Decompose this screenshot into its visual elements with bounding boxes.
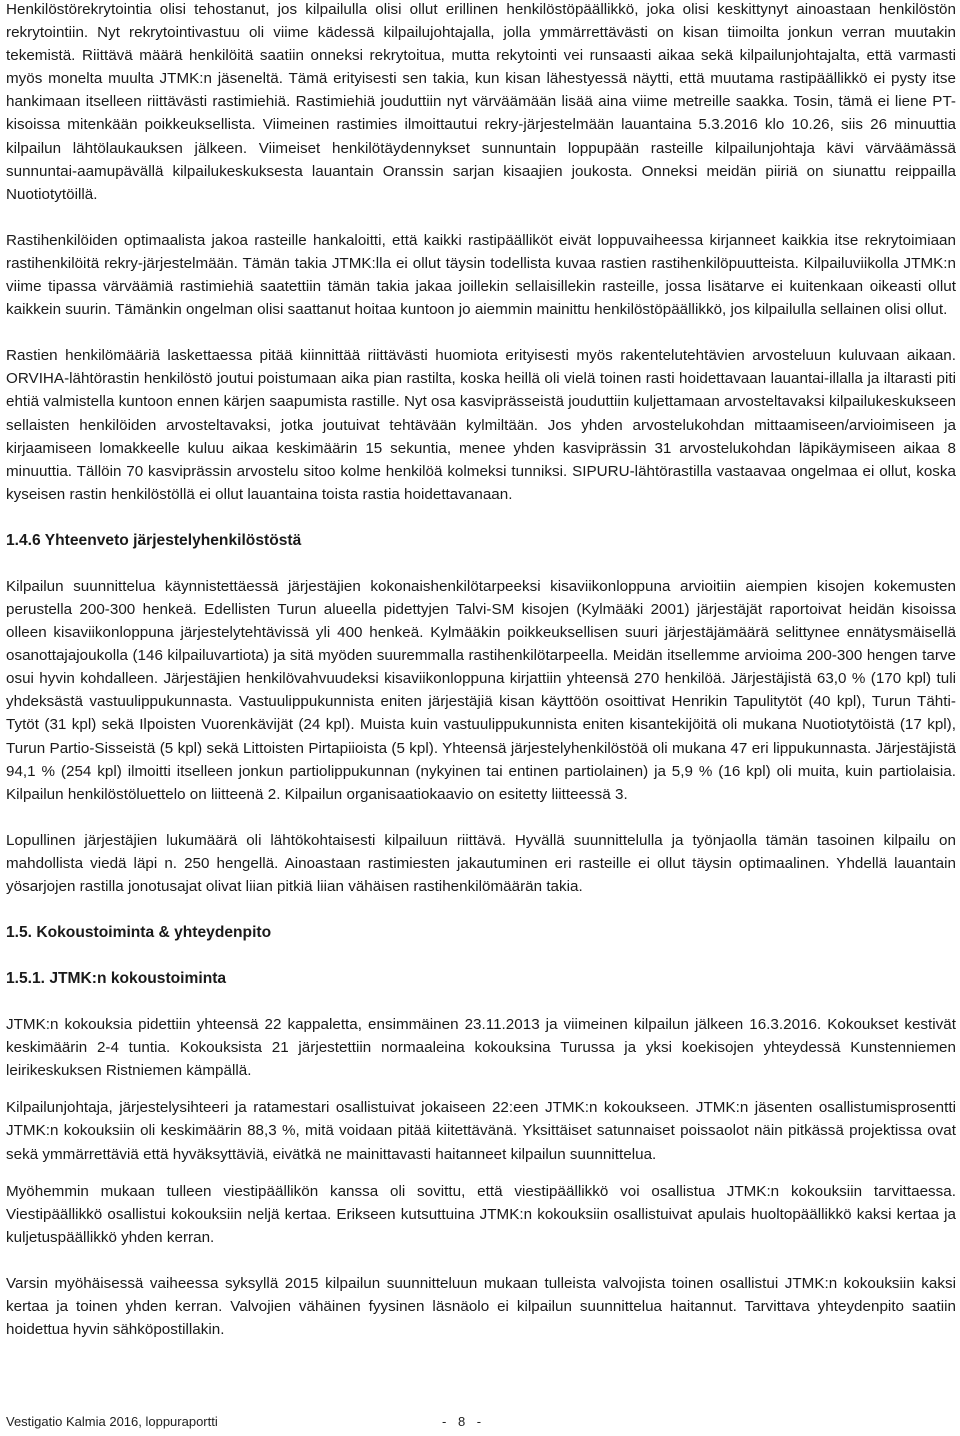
paragraph-staff-counts: Rastien henkilömääriä laskettaessa pitää kiinnittää riittävästi huomiota erityisesti myös rakentelutehtävien arvosteluun kuluvaan aikaan. ORVIHA-lähtörastin henkilöstö joutui poistumaan aika pian rastilta, koska heillä oli vielä toinen rasti hoidettavaan lauantai-illalla ja iltarasti piti ehtiä valmistella kuntoon ennen kärjen saapumista rastille. Nyt osa kasviprässeistä jouduttiin kuljettamaan arvosteltavaksi kilpailukeskukseen sellaisten henkilöiden arvosteltavaksi, jotka joutuivat tehtävään kylmiltään. Jos yhden arvostelukohdan mittaamiseen/arvioimiseen ja kirjaamiseen lomakkeelle kuluu aikaa keskimäärin 15 sekuntia, menee yhden kasviprässin 31 arvostelukohdan läpikäymiseen aikaa 8 minuuttia. Tällöin 70 kasviprässin arvostelu sitoo kolme henkilöä kolmeksi tunniksi. SIPURU-lähtörastilla vastaavaa ongelmaa ei ollut, koska kyseisen rastin henkilöstöllä ei ollut lauantaina toista rastia hoidettavanaan. (6, 347, 957, 503)
paragraph-staff-summary: Kilpailun suunnittelua käynnistettäessä järjestäjien kokonaishenkilötarpeeksi kisaviikonloppuna arvioitiin aiempien kisojen kokemusten perustella 200-300 henkeä. Edellisten Turun alueella pidettyjen Talvi-SM kisojen (Kylmääki 2001) järjestäjät raportoivat heidän kisoissa olleen kisaviikonloppuna järjestelytehtävissä yli 400 henkeä. Kylmääkin poikkeuksellisen suuri järjestäjämäärä selittynee ennätysmäisellä osanottajajoukolla (146 kilpailuvartiota) ja sitä myöden suuremmalla rastihenkilötarpeella. Meidän itsellemme arvioima 200-300 hengen tarve osui hyvin kohdalleen. Järjestäjien henkilövahvuudeksi kisaviikonloppuna kirjattiin yhteensä 270 henkilöä. Järjestäjistä 63,0 % (170 kpl) tuli yhdeksästä vastuulippukunnasta. Vastuulippukunnista eniten järjestäjiä kisan käyttöön osoittivat Henrikin Tapulitytöt (40 kpl), Turun Tähti-Tytöt (31 kpl) sekä Ilpoisten Vuorenkävijät (24 kpl). Muista kuin vastuulippukunnista eniten kisantekijöitä oli mukana Nuotiotytöistä (17 kpl), Turun Partio-Sisseistä (5 kpl) sekä Littoisten Pirtapiioista (5 kpl). Yhteensä järjestelyhenkilöstöä oli mukana 47 eri lippukunnasta. Järjestäjistä 94,1 % (254 kpl) ilmoitti itselleen jonkun partiolippukunnan (nykyinen tai entinen partiolainen) ja 5,9 % (16 kpl) oli muita, kuin partiolaisia. Kilpailun henkilöstöluettelo on liitteenä 2. Kilpailun organisaatiokaavio on esitetty liitteessä 3. (6, 577, 956, 803)
paragraph-staff-allocation: Rastihenkilöiden optimaalista jakoa rasteille hankaloitti, että kaikki rastipäälliköt eivät loppuvaiheessa kirjanneet kaikkia itse rekrytoimiaan rastihenkilöitä rekry-järjestelmään. Tämän takia JTMK:lla ei ollut täysin todellista kuvaa rastien rastihenkilöpuutteista. Kilpailuviikolla JTMK:n viime tipassa värväämiä rastimiehiä saatettiin tämän takia jakaa joillekin sellaisillekin rasteille, jossa lisätarve ei kuitenkaan oikeasti ollut kaikkein suurin. Tämänkin ongelman olisi saattanut hoitaa kuntoon jo aiemmin mainittu henkilöstöpäällikkö, jos kilpailulla sellainen olisi ollut. (6, 231, 956, 319)
section-heading-1-4-6: 1.4.6 Yhteenveto järjestelyhenkilöstöstä (6, 531, 302, 549)
section-heading-1-5-1: 1.5.1. JTMK:n kokoustoiminta (6, 970, 227, 988)
paragraph-attendance: Kilpailunjohtaja, järjestelysihteeri ja ratamestari osallistuivat jokaiseen 22:een JTMK:n kokoukseen. JTMK:n jäsenten osallistumisprosentti JTMK:n kokouksiin oli keskimäärin 88,3 %, mitä voidaan pitää kiitettävänä. Yksittäiset satunnaiset poissaolot näin pitkässä projektissa ovat sekä ymmärrettäviä että hyväksyttäviä, eivätkä ne mainittavasti haitanneet kilpailun suunnittelua. (6, 1099, 956, 1163)
paragraph-final-staff: Lopullinen järjestäjien lukumäärä oli lähtökohtaisesti kilpailuun riittävä. Hyvällä suunnittelulla ja työnjaolla tämän tasoinen kilpailu on mahdollista viedä läpi n. 250 hengellä. Ainoastaan rastimiesten jakautuminen eri rasteille ei ollut täysin optimaalinen. Yhdellä lauantain yösarjojen rastilla jonotusajat olivat liian pitkiä liian vähäisen rastihenkilömäärän takia. (6, 831, 956, 895)
section-heading-1-5: 1.5. Kokoustoiminta & yhteydenpito (6, 924, 272, 942)
paragraph-supervisors: Varsin myöhäisessä vaiheessa syksyllä 2015 kilpailun suunnitteluun mukaan tulleista valvojista toinen osallistui JTMK:n kokouksiin kaksi kertaa ja toinen yhden kerran. Valvojien vähäinen fyysinen läsnäolo ei kilpailun suunnittelua haitannut. Tarvittava yhteydenpito saatiin hoidettua hyvin sähköpostillakin. (6, 1274, 956, 1339)
paragraph-meetings: JTMK:n kokouksia pidettiin yhteensä 22 kappaletta, ensimmäinen 23.11.2013 ja viimeinen kilpailun jälkeen 16.3.2016. Kokoukset kestivät keskimäärin 2-4 tuntia. Kokouksista 21 järjestettiin normaaleina kokouksina Turussa ja yksi koekisojen yhteydessä Kunstenniemen leirikeskuksen Ristniemen kämpällä. (6, 1016, 956, 1080)
paragraph-communications-manager: Myöhemmin mukaan tulleen viestipäällikön kanssa oli sovittu, että viestipäällikkö voi osallistua JTMK:n kokouksiin tarvittaessa. Viestipäällikkö osallistui kokouksiin neljä kertaa. Erikseen kutsuttuina JTMK:n kokouksiin osallistuivat apulais huoltopäällikkö kaksi kertaa ja kuljetuspäällikkö yhden kerran. (6, 1182, 956, 1246)
footer-report-title: Vestigatio Kalmia 2016, loppuraportti (6, 1414, 218, 1429)
footer-page-number: - 8 - (442, 1414, 486, 1429)
paragraph-recruitment: Henkilöstörekrytointia olisi tehostanut, jos kilpailulla olisi ollut erillinen henkilöstöpäällikkö, joka olisi keskittynyt ainoastaan henkilöstön rekrytointiin. Nyt rekrytointivastuu oli viime kädessä kilpailujohtajalla, jolla ymmärrettävästi on kisan tiimoilta jonkun verran muutakin tekemistä. Riittävä määrä henkilöitä saatiin onneksi rekrytoitua, mutta rekytointi vei runsaasti aikaa sekä kilpailunjohtajalta, että varmasti myös monelta muulta JTMK:n jäseneltä. Tämä erityisesti sen takia, kun kisan lähestyessä näytti, että muutama rastipäällikkö ei pysty itse hankimaan itselleen riittävästi rastimiehiä. Rastimiehiä jouduttiin nyt värväämään lisää aina viime metreille saakka. Tosin, tämä ei liene PT-kisoissa mitenkään poikkeuksellista. Viimeinen rastimies ilmoittautui rekry-järjestelmään lauantaina 5.3.2016 klo 10.26, siis 26 minuuttia kilpailun lähtölaukauksen jälkeen. Viimeiset henkilötäydennykset sunnuntain loppupään rasteille kilpailunjohtaja kävi värväämässä sunnuntai-aamupävällä kilpailukeskuksesta lauantain Oranssin sarjan kisaajien joukosta. Onneksi meidän piiriä on siunattu reippailla Nuotiotytöillä. (6, 1, 956, 203)
document-body (6, 0, 956, 1341)
